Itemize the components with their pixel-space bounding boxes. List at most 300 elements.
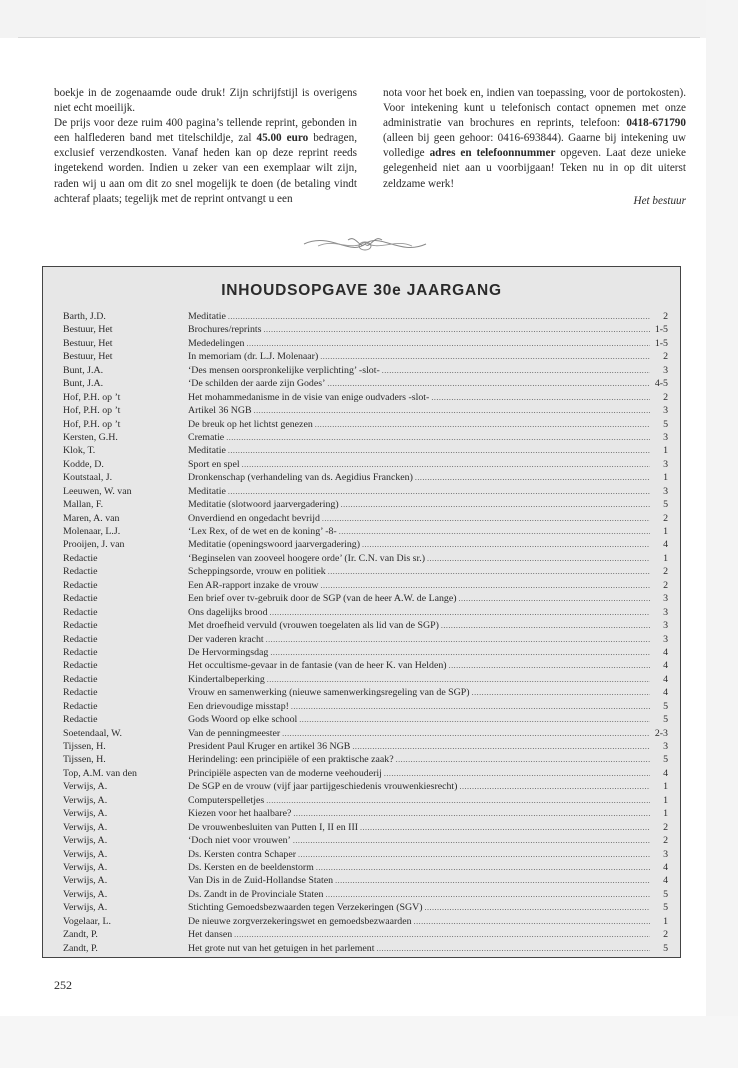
price-amount: 45.00 euro	[256, 132, 309, 145]
toc-author: Hof, P.H. op ’t	[63, 405, 121, 417]
dot-leader	[228, 310, 650, 323]
toc-article-title: Met droefheid vervuld (vrouwen toegelaten als lid van de SGP)	[188, 620, 439, 632]
toc-page: 4-5	[654, 378, 668, 390]
toc-author: Leeuwen, W. van	[63, 485, 132, 497]
toc-title-cell	[188, 915, 650, 928]
toc-page: 4	[663, 660, 668, 672]
dot-leader	[459, 592, 650, 605]
dot-leader	[362, 538, 650, 551]
phone-number: 0418-671790	[626, 117, 686, 130]
toc-title-cell	[188, 350, 650, 363]
toc-title-cell	[188, 807, 650, 820]
dot-leader	[327, 377, 650, 390]
toc-article-title: Brochures/reprints	[188, 324, 262, 336]
toc-title-cell	[188, 323, 650, 336]
toc-article-title: Sport en spel	[188, 458, 240, 470]
toc-author: Verwijs, A.	[63, 808, 108, 820]
toc-author: Top, A.M. van den	[63, 767, 137, 779]
toc-author: Hof, P.H. op ’t	[63, 391, 121, 403]
toc-article-title: Meditatie	[188, 445, 226, 457]
dot-leader	[320, 350, 650, 363]
dot-leader	[316, 861, 650, 874]
toc-page: 5	[663, 700, 668, 712]
toc-page: 3	[663, 606, 668, 618]
toc-author: Hof, P.H. op ’t	[63, 418, 121, 430]
dot-leader	[384, 767, 650, 780]
toc-title-cell	[188, 713, 650, 726]
toc-row	[63, 538, 668, 551]
dot-leader	[234, 928, 650, 941]
toc-article-title: Ons dagelijks brood	[188, 606, 268, 618]
toc-row	[63, 377, 668, 390]
toc-article-title: Principiële aspecten van de moderne veehouderij	[188, 767, 382, 779]
toc-row	[63, 512, 668, 525]
toc-row	[63, 646, 668, 659]
toc-row	[63, 418, 668, 431]
toc-row	[63, 364, 668, 377]
toc-page: 5	[663, 418, 668, 430]
toc-title-cell	[188, 391, 650, 404]
signature: Het bestuur	[633, 194, 686, 207]
dot-leader	[425, 901, 650, 914]
dot-leader	[441, 619, 650, 632]
toc-title-cell	[188, 727, 650, 740]
toc-page: 2	[663, 351, 668, 363]
toc-page: 2	[663, 821, 668, 833]
toc-page: 1	[663, 526, 668, 537]
toc-article-title: ‘De schilden der aarde zijn Godes’	[188, 378, 326, 390]
toc-row	[63, 471, 668, 484]
toc-title-cell	[188, 565, 650, 578]
toc-author: Redactie	[63, 620, 98, 632]
toc-author: Verwijs, A.	[63, 848, 108, 860]
page-number: 252	[54, 978, 72, 992]
dot-leader	[325, 888, 650, 901]
toc-page: 2	[663, 512, 668, 524]
toc-row	[63, 942, 668, 955]
toc-page: 3	[663, 458, 668, 470]
dot-leader	[228, 485, 650, 498]
toc-page: 1	[663, 794, 668, 806]
toc-title-cell	[188, 485, 650, 498]
right-margin-band	[706, 0, 738, 1068]
toc-article-title: Scheppingsorde, vrouw en politiek	[188, 566, 326, 578]
toc-author: Redactie	[63, 687, 98, 699]
toc-row	[63, 848, 668, 861]
toc-page: 5	[663, 714, 668, 726]
toc-title-cell	[188, 646, 650, 659]
toc-author: Verwijs, A.	[63, 861, 108, 873]
toc-author: Verwijs, A.	[63, 781, 108, 793]
top-margin-band	[0, 0, 738, 38]
contact-text-2: (alleen bij geen gehoor: 0416-693844). Gaarne bij intekening uw volledige	[383, 132, 686, 160]
toc-row	[63, 780, 668, 793]
dot-leader	[270, 606, 650, 619]
toc-title-cell	[188, 552, 650, 565]
bottom-margin-band	[0, 1016, 738, 1068]
toc-row	[63, 659, 668, 672]
toc-row	[63, 928, 668, 941]
toc-author: Zandt, P.	[63, 942, 98, 954]
dot-leader	[315, 418, 650, 431]
toc-title-cell	[188, 538, 650, 551]
toc-title-cell	[188, 431, 650, 444]
toc-article-title: Van Dis in de Zuid-Hollandse Staten	[188, 875, 334, 887]
toc-article-title: Gods Woord op elke school	[188, 714, 298, 726]
toc-author: Koutstaal, J.	[63, 472, 113, 484]
toc-author: Redactie	[63, 714, 98, 726]
toc-row	[63, 579, 668, 592]
toc-page: 4	[663, 646, 668, 658]
toc-author: Verwijs, A.	[63, 875, 108, 887]
toc-title-cell	[188, 821, 650, 834]
toc-row	[63, 834, 668, 847]
toc-article-title: Het dansen	[188, 929, 233, 941]
toc-page: 1-5	[654, 324, 668, 336]
toc-article-title: President Paul Kruger en artikel 36 NGB	[188, 741, 351, 752]
toc-entries	[63, 310, 668, 955]
toc-page: 3	[663, 593, 668, 605]
toc-author: Kodde, D.	[63, 458, 104, 470]
toc-title-cell	[188, 848, 650, 861]
dot-leader	[449, 659, 650, 672]
dot-leader	[267, 673, 650, 686]
toc-page: 2	[663, 311, 668, 322]
toc-title-cell	[188, 834, 650, 847]
toc-row	[63, 673, 668, 686]
ornament-flourish-icon	[300, 230, 430, 258]
toc-title-cell	[188, 619, 650, 632]
contact-text-1: nota voor het boek en, indien van toepassing, voor de portokosten). Voor intekening kunt u telefonisch contact opnemen met onze administratie van brochures en reprints, telefoon:	[383, 87, 686, 130]
toc-row	[63, 310, 668, 323]
address-phone-emphasis: adres en telefoonnummer	[429, 147, 556, 160]
toc-title-cell	[188, 659, 650, 672]
toc-author: Bestuur, Het	[63, 324, 113, 336]
toc-title-cell	[188, 874, 650, 887]
toc-article-title: ‘Doch niet voor vrouwen’	[188, 835, 291, 847]
toc-title-cell	[188, 780, 650, 793]
toc-page: 3	[663, 364, 668, 376]
toc-author: Bestuur, Het	[63, 351, 113, 363]
toc-title-cell	[188, 753, 650, 766]
toc-page: 3	[663, 620, 668, 632]
toc-title-cell	[188, 767, 650, 780]
toc-article-title: Het grote nut van het getuigen in het parlement	[188, 942, 375, 954]
toc-article-title: ‘Beginselen van zooveel hoogere orde’ (Ir. C.N. van Dis sr.)	[188, 552, 426, 564]
dot-leader	[226, 431, 650, 444]
toc-row	[63, 821, 668, 834]
toc-author: Mallan, F.	[63, 499, 104, 511]
toc-title-cell	[188, 686, 650, 699]
toc-article-title: Een brief over tv-gebruik door de SGP (van de heer A.W. de Lange)	[188, 593, 457, 605]
toc-title-cell	[188, 888, 650, 901]
toc-article-title: Ds. Kersten contra Schaper	[188, 848, 297, 860]
toc-author: Maren, A. van	[63, 512, 120, 524]
toc-row	[63, 901, 668, 914]
toc-page: 1-5	[654, 337, 668, 349]
dot-leader	[341, 498, 650, 511]
toc-row	[63, 552, 668, 565]
toc-title-cell	[188, 310, 650, 323]
toc-title-cell	[188, 444, 650, 457]
toc-row	[63, 807, 668, 820]
dot-leader	[360, 821, 650, 834]
dot-leader	[293, 807, 650, 820]
toc-article-title: In memoriam (dr. L.J. Molenaar)	[188, 351, 319, 363]
toc-row	[63, 350, 668, 363]
left-paragraph-2	[54, 116, 357, 207]
toc-author: Redactie	[63, 646, 98, 658]
toc-row	[63, 794, 668, 807]
toc-row	[63, 753, 668, 766]
toc-row	[63, 485, 668, 498]
toc-article-title: Dronkenschap (verhandeling van ds. Aegidius Francken)	[188, 472, 413, 484]
toc-title-cell	[188, 633, 650, 646]
toc-row	[63, 874, 668, 887]
toc-row	[63, 431, 668, 444]
toc-article-title: Het mohammedanisme in de visie van enige oudvaders -slot-	[188, 391, 430, 403]
toc-title-cell	[188, 942, 650, 955]
dot-leader	[291, 700, 650, 713]
toc-author: Prooijen, J. van	[63, 539, 125, 551]
toc-title-cell	[188, 673, 650, 686]
toc-title-cell	[188, 928, 650, 941]
toc-author: Bunt, J.A.	[63, 378, 104, 390]
dot-leader	[339, 525, 650, 538]
toc-article-title: ‘Lex Rex, of de wet en de koning’ -8-	[188, 526, 337, 537]
toc-page: 4	[663, 673, 668, 685]
price-text-after: bedragen, exclusief verzendkosten. Vanaf heden kan op deze reprint reeds ingetekend worden. Indien u zeker van een exemplaar wilt zijn, raden wij u aan om dit zo snel mogelijk te doen (de betaling vindt achteraf plaats; tegelijk met de reprint ontvangt u een	[54, 132, 358, 205]
toc-row	[63, 565, 668, 578]
toc-title-cell	[188, 377, 650, 390]
dot-leader	[415, 471, 650, 484]
toc-page: 5	[663, 942, 668, 954]
toc-author: Verwijs, A.	[63, 888, 108, 900]
toc-row	[63, 498, 668, 511]
dot-leader	[352, 740, 650, 753]
toc-author: Redactie	[63, 660, 98, 672]
dot-leader	[266, 633, 650, 646]
toc-row	[63, 700, 668, 713]
toc-row	[63, 391, 668, 404]
dot-leader	[376, 942, 650, 955]
toc-author: Molenaar, L.J.	[63, 526, 121, 537]
dot-leader	[242, 458, 650, 471]
dot-leader	[321, 579, 650, 592]
dot-leader	[328, 565, 650, 578]
toc-page: 5	[663, 754, 668, 766]
toc-article-title: Een drievoudige misstap!	[188, 700, 289, 712]
toc-title-cell	[188, 498, 650, 511]
toc-row	[63, 686, 668, 699]
dot-leader	[247, 337, 651, 350]
toc-article-title: De vrouwenbesluiten van Putten I, II en III	[188, 821, 359, 833]
toc-row	[63, 444, 668, 457]
toc-author: Tijssen, H.	[63, 741, 106, 752]
toc-title-cell	[188, 861, 650, 874]
toc-title-cell	[188, 404, 650, 417]
toc-author: Redactie	[63, 606, 98, 618]
toc-author: Vogelaar, L.	[63, 915, 111, 927]
toc-page: 4	[663, 861, 668, 873]
toc-page: 4	[663, 687, 668, 699]
toc-row	[63, 633, 668, 646]
dot-leader	[431, 391, 650, 404]
toc-title-cell	[188, 901, 650, 914]
toc-row	[63, 888, 668, 901]
toc-author: Barth, J.D.	[63, 311, 106, 322]
toc-title-cell	[188, 794, 650, 807]
toc-title-cell	[188, 458, 650, 471]
toc-article-title: Ds. Zandt in de Provinciale Staten	[188, 888, 324, 900]
toc-article-title: Stichting Gemoedsbezwaarden tegen Verzekeringen (SGV)	[188, 902, 423, 914]
toc-article-title: Een AR-rapport inzake de vrouw	[188, 579, 319, 591]
toc-row	[63, 727, 668, 740]
toc-author: Redactie	[63, 673, 98, 685]
toc-page: 3	[663, 741, 668, 752]
toc-article-title: Meditatie	[188, 485, 226, 497]
toc-page: 5	[663, 902, 668, 914]
toc-author: Verwijs, A.	[63, 794, 108, 806]
toc-article-title: De Hervormingsdag	[188, 646, 269, 658]
contact-text-3: opgeven. Laat deze unieke gelegenheid niet aan u voorbijgaan! Teken nu in op dit uiterst zeldzame werk!	[383, 147, 686, 190]
dot-leader	[270, 646, 650, 659]
toc-author: Bunt, J.A.	[63, 364, 104, 376]
toc-page: 4	[663, 767, 668, 779]
toc-row	[63, 458, 668, 471]
dot-leader	[282, 727, 650, 740]
toc-article-title: Van de penningmeester	[188, 727, 281, 739]
toc-row	[63, 740, 668, 753]
toc-page: 5	[663, 888, 668, 900]
toc-title-cell	[188, 364, 650, 377]
toc-author: Redactie	[63, 566, 98, 578]
toc-author: Zandt, P.	[63, 929, 98, 941]
toc-row	[63, 337, 668, 350]
toc-row	[63, 323, 668, 336]
toc-title-cell	[188, 740, 650, 753]
dot-leader	[293, 834, 650, 847]
toc-page: 5	[663, 499, 668, 511]
toc-page: 2	[663, 929, 668, 941]
toc-article-title: Ds. Kersten en de beeldenstorm	[188, 861, 314, 873]
toc-page: 2	[663, 391, 668, 403]
right-text-column	[383, 86, 686, 209]
dot-leader	[459, 780, 650, 793]
toc-article-title: Kiezen voor het haalbare?	[188, 808, 292, 820]
dot-leader	[254, 404, 650, 417]
toc-page: 3	[663, 405, 668, 417]
toc-title-cell	[188, 579, 650, 592]
toc-article-title: De breuk op het lichtst genezen	[188, 418, 313, 430]
toc-author: Kersten, G.H.	[63, 431, 118, 443]
dot-leader	[335, 874, 650, 887]
toc-author: Redactie	[63, 552, 98, 564]
toc-row	[63, 525, 668, 538]
toc-article-title: Crematie	[188, 431, 225, 443]
price-text-before: De prijs voor deze ruim 400 pagina’s tellende reprint, gebonden in een halflederen band met titelschildje, zal	[54, 117, 357, 145]
toc-page: 1	[663, 552, 668, 564]
toc-page: 3	[663, 633, 668, 645]
toc-page: 1	[663, 808, 668, 820]
toc-page: 3	[663, 485, 668, 497]
toc-title-cell	[188, 512, 650, 525]
dot-leader	[264, 323, 651, 336]
toc-author: Redactie	[63, 593, 98, 605]
dot-leader	[472, 686, 650, 699]
toc-title-cell	[188, 592, 650, 605]
dot-leader	[396, 753, 650, 766]
toc-article-title: De SGP en de vrouw (vijf jaar partijgeschiedenis vrouwenkiesrecht)	[188, 781, 458, 793]
table-of-contents-box	[42, 266, 681, 958]
dot-leader	[228, 444, 650, 457]
toc-author: Verwijs, A.	[63, 902, 108, 914]
toc-article-title: Meditatie (slotwoord jaarvergadering)	[188, 499, 339, 511]
toc-row	[63, 713, 668, 726]
toc-article-title: Onverdiend en ongedacht bevrijd	[188, 512, 320, 524]
toc-title-cell	[188, 606, 650, 619]
toc-row	[63, 404, 668, 417]
toc-page: 2	[663, 566, 668, 578]
dot-leader	[427, 552, 650, 565]
dot-leader	[298, 848, 650, 861]
toc-title: INHOUDSOPGAVE 30e JAARGANG	[221, 282, 502, 299]
toc-author: Redactie	[63, 633, 98, 645]
toc-row	[63, 915, 668, 928]
toc-article-title: Meditatie (openingswoord jaarvergadering)	[188, 539, 361, 551]
toc-article-title: Het occultisme-gevaar in de fantasie (van de heer K. van Helden)	[188, 660, 447, 672]
toc-author: Bestuur, Het	[63, 337, 113, 349]
toc-row	[63, 619, 668, 632]
toc-article-title: Artikel 36 NGB	[188, 405, 252, 417]
toc-title-cell	[188, 700, 650, 713]
dot-leader	[322, 512, 650, 525]
toc-author: Klok, T.	[63, 445, 96, 457]
toc-author: Verwijs, A.	[63, 835, 108, 847]
dot-leader	[266, 794, 650, 807]
toc-author: Soetendaal, W.	[63, 727, 122, 739]
toc-author: Redactie	[63, 579, 98, 591]
dot-leader	[382, 364, 650, 377]
toc-page: 1	[663, 472, 668, 484]
toc-page: 1	[663, 781, 668, 793]
toc-page: 4	[663, 539, 668, 551]
toc-title-cell	[188, 337, 650, 350]
toc-page: 2-3	[654, 727, 668, 739]
toc-article-title: Computerspelletjes	[188, 794, 265, 806]
toc-row	[63, 767, 668, 780]
toc-row	[63, 592, 668, 605]
dot-leader	[299, 713, 650, 726]
left-paragraph-1: boekje in de zogenaamde oude druk! Zijn schrijfstijl is overigens niet echt moeilijk.	[54, 87, 357, 115]
toc-title-cell	[188, 471, 650, 484]
toc-page: 3	[663, 848, 668, 860]
toc-article-title: Kindertalbeperking	[188, 673, 265, 685]
toc-row	[63, 606, 668, 619]
toc-page: 2	[663, 579, 668, 591]
toc-title-cell	[188, 525, 650, 538]
toc-row	[63, 861, 668, 874]
toc-article-title: Mededelingen	[188, 337, 245, 349]
toc-page: 1	[663, 445, 668, 457]
toc-article-title: Vrouw en samenwerking (nieuwe samenwerkingsregeling van de SGP)	[188, 687, 470, 699]
toc-page: 3	[663, 431, 668, 443]
toc-article-title: ‘Des mensen oorspronkelijke verplichting’ -slot-	[188, 364, 380, 376]
toc-page: 2	[663, 835, 668, 847]
toc-article-title: Der vaderen kracht	[188, 633, 264, 645]
left-text-column	[54, 86, 357, 207]
right-paragraph	[383, 86, 686, 192]
